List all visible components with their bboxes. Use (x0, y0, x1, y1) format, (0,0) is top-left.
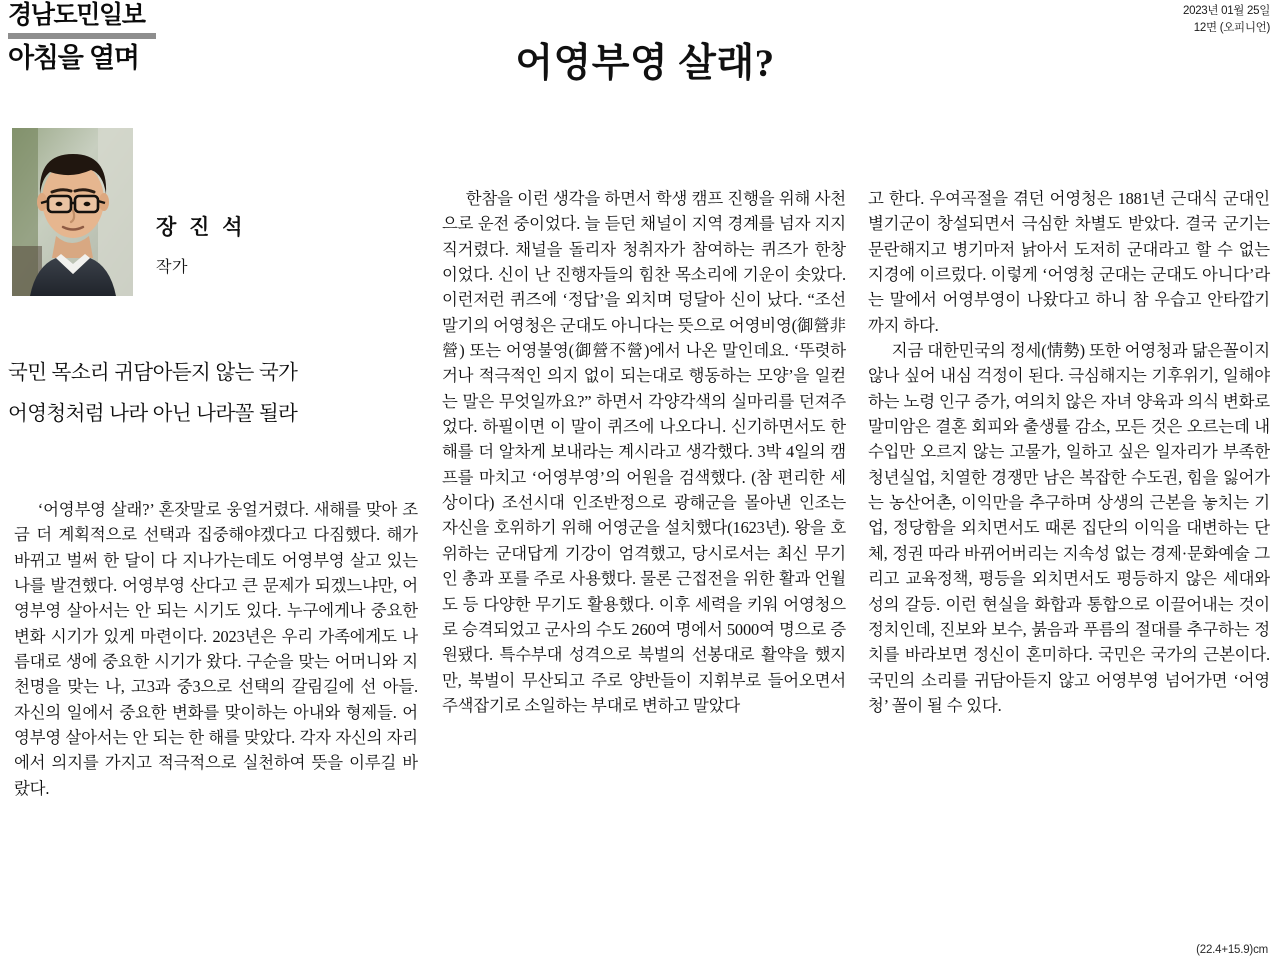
body-column-3 (868, 186, 1270, 718)
date-block (1183, 3, 1270, 36)
publication-date: 2023년 01월 25일 (1183, 5, 1270, 17)
masthead (8, 2, 428, 74)
paper-name: 경남도민일보 (8, 1, 145, 29)
paragraph: ‘어영부영 살래?’ 혼잣말로 웅얼거렸다. 새해를 맞아 조금 더 계획적으로 선택과 집중해야겠다고 다짐했다. 해가 바뀌고 벌써 한 달이 다 지나가는데도 어영부영 살고 있는 나를 발견했다. 어영부영 산다고 큰 문제가 되겠느냐만, 어영부영 살아서는 안 되는 시기도 있다. 누구에게나 중요한 변화 시기가 있게 마련이다. 2023년은 우리 가족에게도 나름대로 생에 중요한 시기가 왔다. 구순을 맞는 어머니와 지천명을 맞는 나, 고3과 중3으로 선택의 갈림길에 선 아들. 자신의 일에서 중요한 변화를 맞이하는 아내와 형제들. 어영부영 살아서는 안 되는 한 해를 맞았다. 각자 자신의 자리에서 의지를 가지고 적극적으로 실천하여 뜻을 이루길 바랐다. (14, 500, 418, 798)
page-section-label: 12면 (오피니언) (1193, 21, 1270, 34)
subheadline-line-1: 국민 목소리 귀담아듣지 않는 국가 (8, 361, 298, 384)
author-block (8, 128, 428, 308)
author-role: 작가 (156, 259, 188, 277)
author-name: 장 진 석 (156, 216, 247, 239)
subheadline (8, 352, 428, 434)
author-photo (12, 128, 133, 296)
page-title: 어영부영 살래? (515, 42, 775, 85)
body-column-2 (442, 186, 846, 718)
avatar (12, 128, 133, 296)
size-note: (22.4+15.9)cm (1196, 944, 1268, 956)
section-name: 아침을 열며 (8, 43, 139, 74)
paragraph: 지금 대한민국의 정세(情勢) 또한 어영청과 닮은꼴이지 않나 싶어 내심 걱정이 된다. 극심해지는 기후위기, 일해야 하는 노령 인구 증가, 여의치 않은 자녀 양육과 의식 변화로 말미암은 결혼 회피와 출생률 감소, 모든 것은 오르는데 내 수입만 오르지 않는 고물가, 일하고 싶은 일자리가 부족한 청년실업, 치열한 경쟁만 남은 복잡한 수도권, 힘을 잃어가는 농산어촌, 이익만을 추구하며 상생의 근본을 놓치는 기업, 정당함을 외치면서도 때론 집단의 이익을 대변하는 단체, 정권 따라 바뀌어버리는 지속성 없는 경제·문화예술 그리고 교육정책, 평등을 외치면서도 평등하지 않은 세대와 성의 갈등. 이런 현실을 화합과 통합으로 이끌어내는 것이 정치인데, 진보와 보수, 붉음과 푸름의 절대를 추구하는 정치를 바라보면 정신이 혼미하다. 국민은 국가의 근본이다. 국민의 소리를 귀담아듣지 않고 어영부영 넘어가면 ‘어영청’ 꼴이 될 수 있다. (868, 341, 1270, 715)
author-meta (156, 216, 416, 277)
subheadline-line-2: 어영청처럼 나라 아닌 나라꼴 될라 (8, 402, 298, 425)
paragraph: 고 한다. 우여곡절을 겪던 어영청은 1881년 근대식 군대인 별기군이 창설되면서 극심한 차별도 받았다. 결국 군기는 문란해지고 병기마저 낡아서 도저히 군대라고 할 수 없는 지경에 이르렀다. 이렇게 ‘어영청 군대는 군대도 아니다’라는 말에서 어영부영이 나왔다고 하니 참 우습고 안타깝기까지 하다. (868, 189, 1270, 335)
masthead-divider (8, 33, 156, 39)
body-column-1 (14, 497, 418, 801)
paragraph: 한참을 이런 생각을 하면서 학생 캠프 진행을 위해 사천으로 운전 중이었다. 늘 듣던 채널이 지역 경계를 넘자 지지직거렸다. 채널을 돌리자 청취자가 참여하는 퀴즈가 한창이었다. 신이 난 진행자들의 힘찬 목소리에 기운이 솟았다. 이런저런 퀴즈에 ‘정답’을 외치며 덩달아 신이 났다. “조선 말기의 어영청은 군대도 아니다는 뜻으로 어영비영(御營非營) 또는 어영불영(御營不營)에서 나온 말인데요. ‘뚜렷하거나 적극적인 의지 없이 되는대로 행동하는 모양’을 일컫는 말은 무엇일까요?” 하면서 각양각색의 실마리를 던져주었다. 하필이면 이 말이 퀴즈에 나오다니. 신기하면서도 한 해를 더 알차게 보내라는 계시라고 생각했다. 3박 4일의 캠프를 마치고 ‘어영부영’의 어원을 검색했다. (참 편리한 세상이다) 조선시대 인조반정으로 광해군을 몰아낸 인조는 자신을 호위하기 위해 어영군을 설치했다(1623년). 왕을 호위하는 군대답게 기강이 엄격했고, 당시로서는 최신 무기인 총과 포를 주로 사용했다. 물론 근접전을 위한 활과 언월도 등 다양한 무기도 활용했다. 이후 세력을 키워 어영청으로 승격되었고 군사의 수도 260여 명에서 5000여 명으로 증원됐다. 특수부대 성격으로 북벌의 선봉대로 활약을 했지만, 북벌이 무산되고 주로 양반들이 지휘부로 들어오면서 주색잡기로 소일하는 부대로 변하고 말았다 (442, 189, 846, 715)
